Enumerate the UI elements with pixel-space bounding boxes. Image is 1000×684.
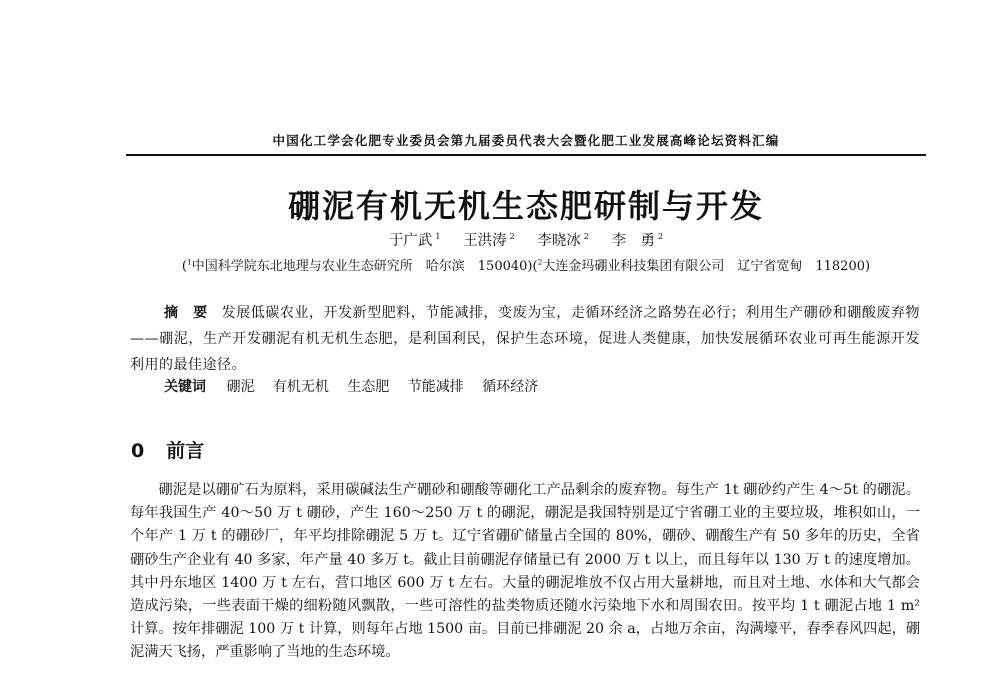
affiliation-text: 大连金玛硼业科技集团有限公司 辽宁省宽甸 118200: [542, 259, 865, 274]
keyword: 硼泥: [226, 379, 255, 395]
keywords-label: 关键词: [164, 379, 206, 395]
affiliation-line: ($^1$中国科学院东北地理与农业生态研究所 哈尔滨 150040)($^2$大连金玛硼业科技集团有限公司 辽宁省宽甸 118200): [181, 257, 871, 274]
author-name: 于广武: [388, 233, 433, 249]
paper-title: 硼泥有机无机生态肥研制与开发: [287, 187, 764, 225]
author-name: 李 勇: [611, 233, 655, 249]
author: [389, 233, 441, 249]
affiliation-mark: 2: [537, 257, 543, 267]
header-rule: [126, 154, 926, 156]
affiliation-text: 中国科学院东北地理与农业生态研究所 哈尔滨 150040: [191, 259, 528, 274]
author-list: [126, 229, 926, 250]
author: [537, 233, 589, 249]
keyword: 有机无机: [272, 379, 329, 395]
keyword: 生态肥: [347, 379, 390, 395]
author-name: 王洪涛: [463, 233, 507, 249]
author: [612, 233, 664, 249]
body-paragraph: 硼泥是以硼矿石为原料，采用碳碱法生产硼砂和硼酸等硼化工产品剩余的废弃物。每生产 1t 硼砂约产生 4～5t 的硼泥。每年我国生产 40～50 万 t 硼砂，产生 160～250 万 t 的硼泥，硼泥是我国特别是辽宁省硼工业的主要垃圾，堆积如山，一个年产 1 万 t 的硼砂厂，年平均排除硼泥 5 万 t。辽宁省硼矿储量占全国的 80%，硼砂、硼酸生产有 50 多年的历史，全省硼砂生产企业有 40 多家，年产量 40 多万 t。截止目前硼泥存储量已有 2000 万 t 以上，而且每年以 130 万 t 的速度增加。其中丹东地区 1400 万 t 左右，营口地区 600 万 t 左右。大量的硼泥堆放不仅占用大量耕地，而且对土地、水体和大气都会造成污染，一些表面干燥的细粉随风飘散，一些可溶性的盐类物质还随水污染地下水和周围农田。按平均 1 t 硼泥占地 1 m² 计算。按年排硼泥 100 万 t 计算，则每年占地 1500 亩。目前已排硼泥 20 余 a，占地万余亩，沟满壕平，春季春风四起，硼泥满天飞扬，严重影响了当地的生态环境。: [130, 482, 920, 661]
author-name: 李晓冰: [537, 233, 581, 249]
author-affiliation-mark: 2: [509, 232, 515, 242]
abstract-label: 摘 要: [164, 305, 208, 321]
section-heading: [131, 436, 204, 463]
author: [463, 233, 515, 249]
author-affiliation-mark: 2: [658, 232, 664, 242]
keyword: 节能减排: [407, 379, 464, 395]
abstract-text: 发展低碳农业，开发新型肥料，节能减排，变废为宝，走循环经济之路势在必行；利用生产硼砂和硼酸废弃物——硼泥，生产开发硼泥有机无机生态肥，是利国利民，保护生态环境，促进人类健康，加快发展循环农业可再生能源开发利用的最佳途径。: [130, 305, 921, 373]
running-header: 中国化工学会化肥专业委员会第九届委员代表大会暨化肥工业发展高峰论坛资料汇编: [272, 133, 780, 148]
author-affiliation-mark: 2: [583, 232, 589, 242]
affiliation-mark: 1: [187, 257, 192, 267]
section-title: 前言: [166, 440, 205, 462]
keywords: [164, 376, 552, 396]
author-affiliation-mark: 1: [435, 232, 441, 242]
abstract: [130, 300, 920, 378]
section-number: 0: [131, 440, 145, 462]
keyword: 循环经济: [482, 379, 539, 395]
